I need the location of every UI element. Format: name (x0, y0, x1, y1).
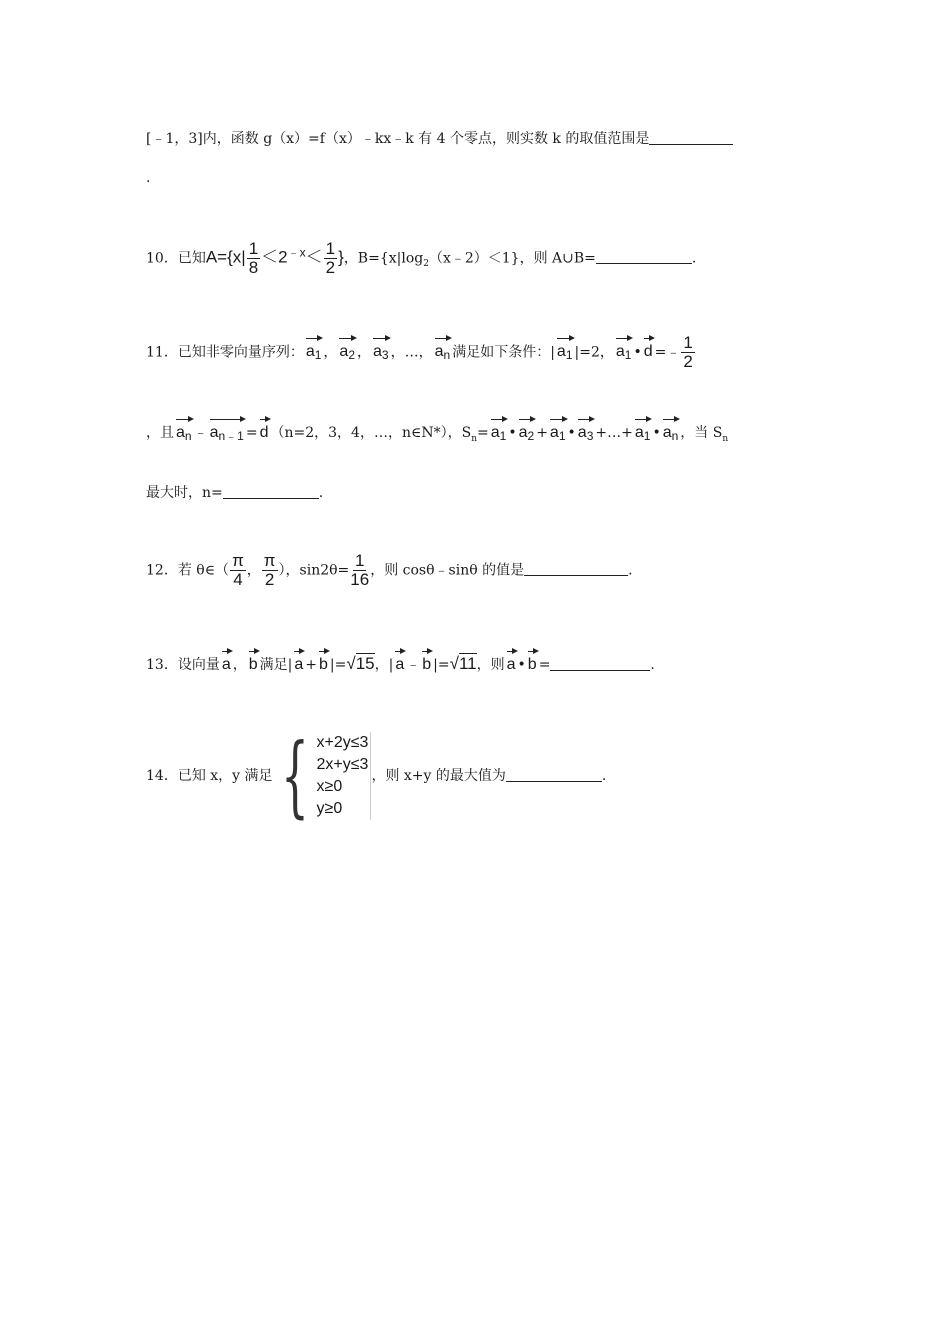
subscript: 1 (314, 348, 322, 363)
equals: = (538, 657, 551, 673)
answer-blank (550, 656, 650, 671)
vector-letter: a (634, 424, 644, 441)
period: . (318, 485, 324, 501)
vector-letter: b (527, 656, 537, 673)
period: . (650, 657, 655, 673)
question-11-line-3 (146, 482, 323, 502)
set-a-open: A={x| (205, 247, 246, 267)
question-11-line-1: 11．已知非零向量序列： $a_1$ ， $a_2$ ， $a_3$ ，…， $a_n$ 满足如下条件：| $a_1$ |=2， $a_1$ • d =﹣ $\frac{1}{2}$ (146, 333, 693, 371)
sqrt-11: √11 (449, 654, 477, 673)
subscript: 3 (586, 429, 594, 443)
vector-letter: d (643, 343, 653, 361)
dot-operator: • (508, 425, 517, 441)
dot-operator: • (652, 425, 661, 441)
vector-an (176, 416, 192, 442)
vector-letter: a (176, 424, 185, 441)
set-b: ，B={x|log (343, 250, 424, 267)
equals: = (245, 425, 258, 441)
range-text: （n=2，3，4，…，n∈N*），S (270, 425, 472, 441)
question-9-text: [﹣1，3]内，函数 g（x）=f（x）﹣kx﹣k 有 4 个零点，则实数 k 的取值范围是 (146, 131, 650, 147)
period: . (628, 562, 633, 579)
vector-letter: a (549, 424, 559, 441)
fraction-pi-4 (230, 552, 246, 589)
equals: = (477, 425, 489, 441)
then-text: ，则 (476, 657, 505, 673)
question-10-prefix: 10．已知 (146, 250, 206, 267)
vector-letter: b (248, 656, 258, 673)
vector-letter: a (615, 343, 625, 361)
vector-letter: a (490, 424, 500, 441)
subscript: n (671, 429, 679, 443)
condition-text-2: |=2， (574, 344, 614, 361)
vector-letter: a (518, 424, 528, 441)
constraint-row: x+2y≤3 (316, 734, 369, 751)
subscript: 2 (527, 429, 535, 443)
question-12-rest: ，则 cosθ﹣sinθ 的值是 (370, 562, 525, 579)
question-11-line-2 (146, 416, 728, 444)
vector-b (528, 648, 537, 673)
comma: ， (232, 657, 247, 673)
vector-letter: a (395, 656, 405, 673)
vector-letter: b (422, 656, 432, 673)
vector-a2 (519, 416, 535, 442)
constraint-row: y≥0 (316, 800, 343, 817)
answer-blank (649, 130, 733, 145)
vector-b (319, 648, 328, 673)
vector-a1 (616, 335, 632, 361)
fraction-1-8 (247, 240, 260, 277)
denominator: 4 (233, 569, 243, 589)
when-text: ，当 S (680, 425, 723, 441)
minus-operator: ﹣ (406, 657, 421, 673)
fraction-1-2 (324, 240, 337, 277)
vector-a (507, 648, 516, 673)
less-than-two: ＜2 (261, 247, 288, 267)
vector-d (644, 335, 653, 360)
vector-b (249, 648, 258, 673)
vector-a (222, 648, 231, 673)
period: . (146, 170, 151, 186)
vector-b (422, 648, 431, 673)
vector-letter: b (319, 656, 328, 673)
numerator: π (263, 551, 276, 570)
vector-a1 (306, 335, 322, 361)
vector-an (663, 416, 679, 442)
question-10 (146, 240, 696, 277)
period: . (691, 250, 697, 267)
radicand: 11 (458, 654, 477, 673)
constraint-rows (317, 732, 372, 820)
radicand: 15 (355, 654, 375, 673)
vector-a1 (491, 416, 507, 442)
vector-letter: a (373, 343, 382, 361)
vector-letter: a (556, 343, 566, 361)
subscript: n (443, 348, 451, 363)
abs-equals: |= (329, 657, 347, 673)
left-brace-icon: { (280, 724, 309, 827)
question-9-line-2 (146, 170, 150, 186)
vector-letter: a (434, 343, 444, 361)
fraction-1-16 (350, 552, 369, 589)
subscript: n (471, 433, 477, 444)
question-12 (146, 552, 633, 589)
and-text: ，且 (146, 425, 174, 441)
vector-a (294, 648, 303, 673)
subscript: 1 (643, 429, 651, 443)
max-text: 最大时，n= (146, 485, 223, 501)
dot-operator: • (517, 657, 526, 673)
plus-operator: + (536, 425, 548, 441)
numerator: 1 (248, 239, 259, 258)
subscript: 1 (558, 429, 566, 443)
subscript: n (722, 433, 729, 444)
exponent: ﹣x (287, 245, 306, 260)
equals-negative: =﹣ (654, 344, 681, 361)
question-12-prefix: 12．若 θ∈（ (146, 562, 230, 579)
constraint-system (273, 724, 372, 827)
subscript: 1 (565, 348, 573, 363)
minus-operator: ﹣ (193, 425, 208, 441)
ellipsis: ，…， (390, 344, 433, 361)
subscript: n﹣1 (218, 429, 244, 443)
set-b-rest: （x﹣2）＜1}，则 A∪B= (428, 250, 596, 267)
answer-blank (506, 767, 602, 782)
denominator: 8 (248, 257, 259, 277)
question-14 (146, 724, 607, 827)
denominator: 16 (350, 569, 370, 589)
subscript: n (184, 429, 192, 443)
period: . (601, 768, 607, 784)
vector-d (260, 416, 269, 441)
constraint-row: x≥0 (316, 778, 343, 795)
abs-equals: |= (433, 657, 450, 673)
question-11-prefix: 11．已知非零向量序列： (146, 344, 304, 361)
numerator: 1 (325, 239, 336, 258)
numerator: 1 (355, 551, 365, 570)
dot-operator: • (633, 344, 642, 361)
condition-text: 满足如下条件：| (452, 344, 555, 361)
answer-blank (223, 484, 319, 499)
vector-a3 (578, 416, 594, 442)
subscript: 1 (624, 348, 632, 363)
vector-letter: a (506, 656, 516, 673)
vector-a1 (635, 416, 651, 442)
question-14-rest: ，则 x+y 的最大值为 (371, 768, 506, 784)
less-than: ＜ (305, 247, 323, 267)
vector-a1 (550, 416, 566, 442)
dot-operator: • (567, 425, 576, 441)
denominator: 2 (683, 351, 693, 371)
vector-letter: d (259, 424, 269, 441)
vector-a2 (339, 335, 355, 361)
comma: ， (246, 562, 261, 579)
vector-an-minus-1 (210, 416, 244, 442)
vector-letter: a (662, 424, 672, 441)
plus-ellipsis: +…+ (595, 425, 633, 441)
comma: ，| (374, 657, 394, 673)
numerator: π (232, 551, 244, 570)
question-14-prefix: 14．已知 x，y 满足 (146, 768, 273, 784)
question-13-prefix: 13．设向量 (146, 657, 220, 673)
answer-blank (596, 249, 692, 264)
question-9-line-1 (146, 128, 733, 148)
subscript: 1 (499, 429, 507, 443)
subscript: 3 (381, 348, 389, 363)
subscript: 2 (348, 348, 356, 363)
question-13 (146, 648, 655, 674)
vector-a1 (557, 335, 573, 361)
denominator: 2 (325, 257, 336, 277)
vector-an (435, 335, 451, 361)
set-a-close: } (338, 247, 344, 267)
vector-letter: a (339, 343, 349, 361)
constraint-row: 2x+y≤3 (316, 756, 369, 773)
vector-a3 (373, 335, 389, 361)
vector-letter: a (209, 424, 219, 441)
vector-letter: a (294, 656, 304, 673)
numerator: 1 (683, 333, 693, 352)
fraction-pi-2 (262, 552, 278, 589)
denominator: 2 (264, 569, 275, 589)
log-base: 2 (423, 259, 429, 270)
plus-operator: + (305, 657, 317, 673)
vector-letter: a (577, 424, 587, 441)
vector-letter: a (305, 343, 315, 361)
sin-text: ），sin2θ= (278, 562, 350, 579)
sqrt-15: √15 (346, 654, 375, 673)
fraction-1-2 (681, 334, 694, 371)
answer-blank (524, 561, 628, 576)
vector-letter: a (221, 656, 231, 673)
vector-a (395, 648, 404, 673)
condition-text: 满足| (259, 657, 293, 673)
